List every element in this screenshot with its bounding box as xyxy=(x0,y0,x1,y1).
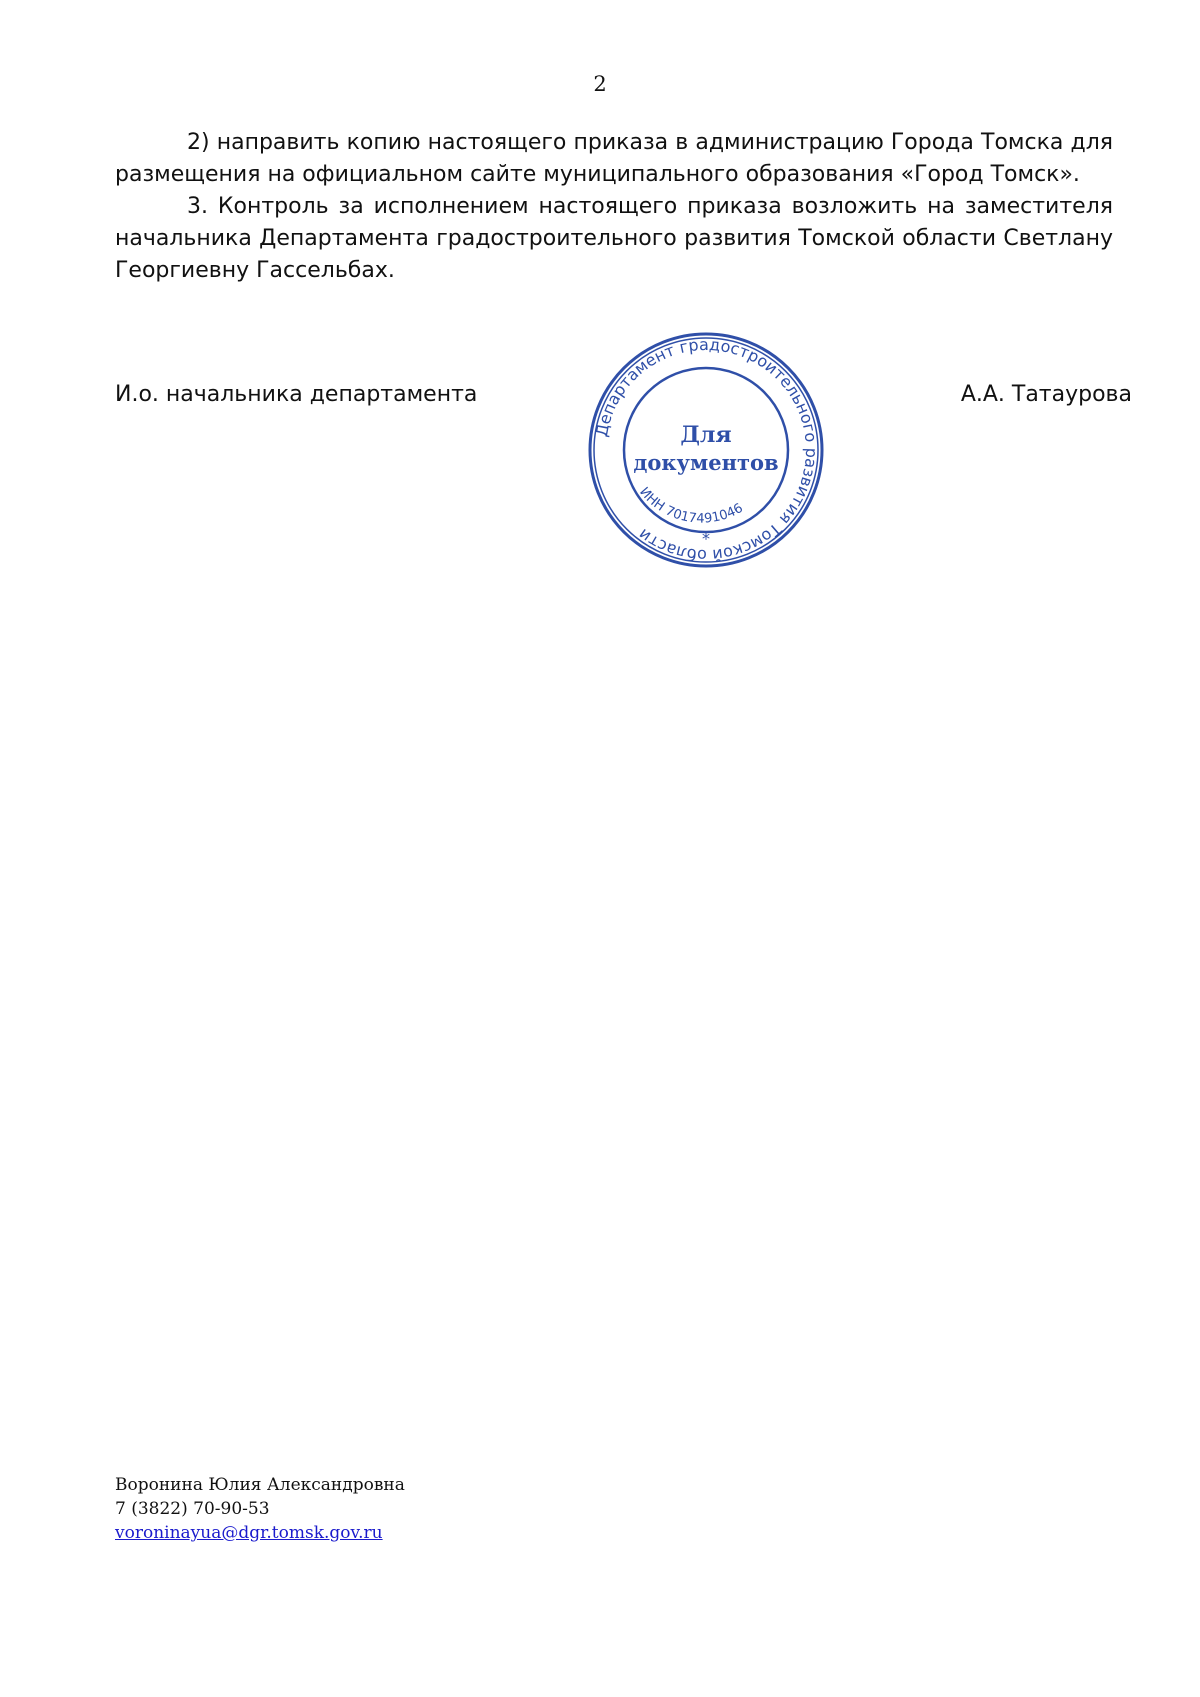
page-number: 2 xyxy=(593,72,607,96)
paragraph-item-2: 2) направить копию настоящего приказа в администрацию Города Томска для размещения на официальном сайте муниципального образования «Город Томск». xyxy=(115,130,1113,187)
stamp-icon xyxy=(586,330,826,570)
svg-text:ИНН 7017491046 xyxy=(636,485,745,527)
signatory-position: И.о. начальника департамента xyxy=(115,382,478,407)
official-stamp xyxy=(586,330,826,570)
paragraph-item-3: 3. Контроль за исполнением настоящего приказа возложить на заместителя начальника Департамента градостроительного развития Томской области Светлану Георгиевну Гассельбах. xyxy=(115,194,1113,283)
stamp-outer-text: Департамент градостроительного развития Томской области xyxy=(591,334,822,566)
stamp-star-icon: * xyxy=(702,529,710,548)
stamp-inn: ИНН 7017491046 xyxy=(636,484,746,527)
contact-block xyxy=(115,1473,405,1545)
stamp-inner-line-2: документов xyxy=(633,450,779,475)
contact-name: Воронина Юлия Александровна xyxy=(115,1475,405,1495)
contact-email-link[interactable]: voroninayua@dgr.tomsk.gov.ru xyxy=(115,1523,383,1543)
document-body xyxy=(115,127,1113,287)
signatory-name: А.А. Татаурова xyxy=(960,382,1132,407)
stamp-inner-line-1: Для xyxy=(680,422,732,448)
contact-phone: 7 (3822) 70-90-53 xyxy=(115,1499,270,1519)
